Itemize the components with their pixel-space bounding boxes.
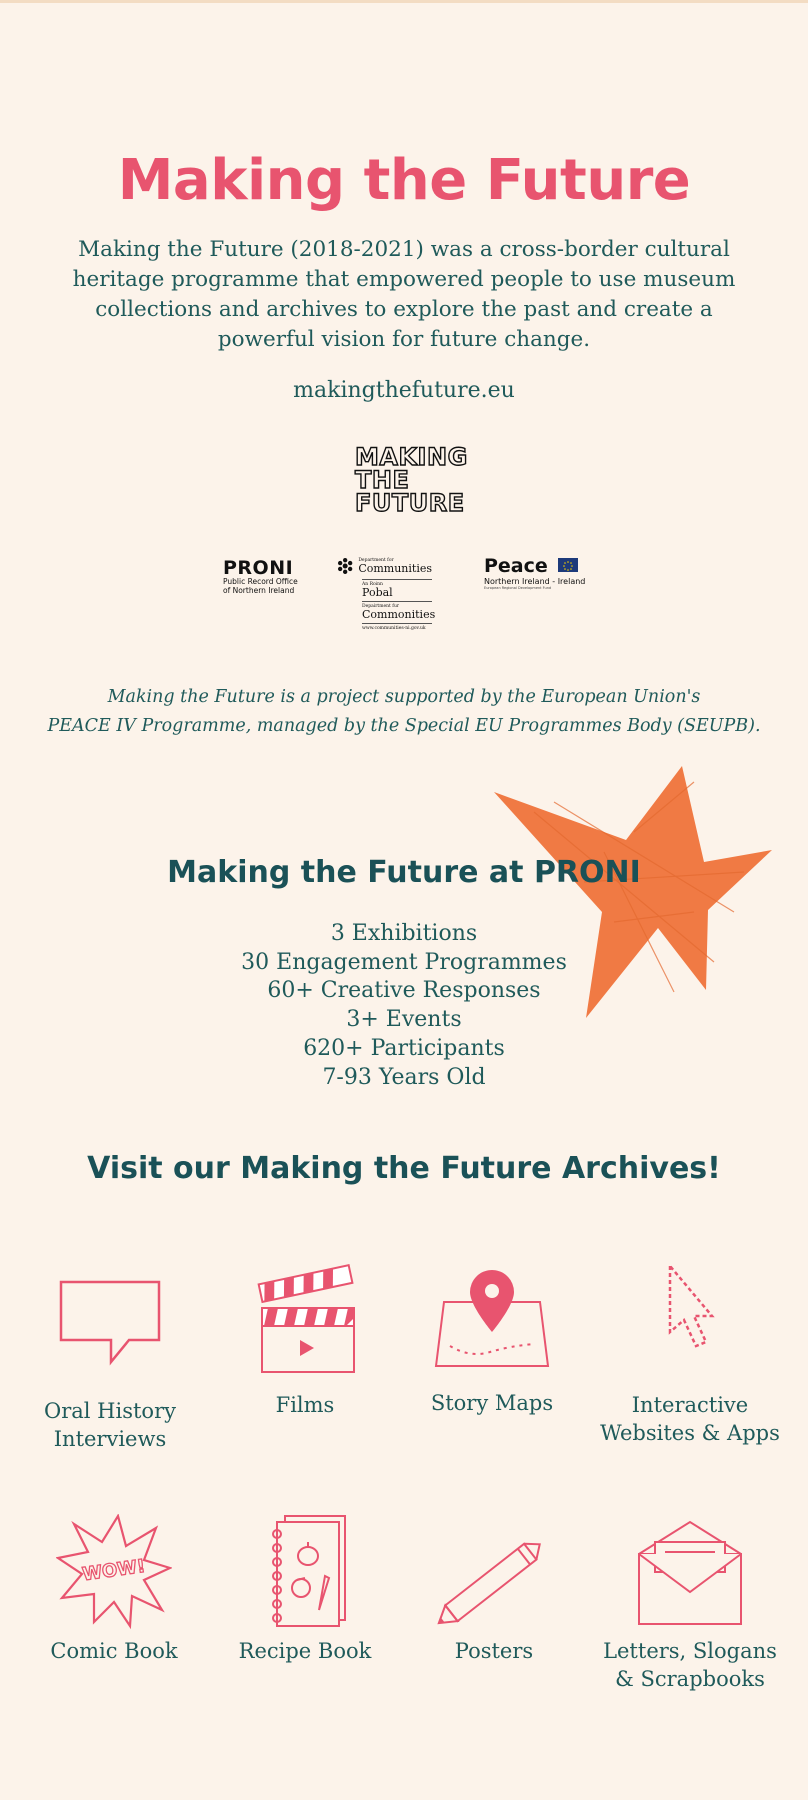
archive-item-label: Films	[275, 1393, 335, 1417]
department-for-communities-logo	[336, 555, 436, 631]
peace-logo-name: Peace	[484, 555, 548, 577]
map-pin-icon	[430, 1262, 554, 1376]
divider	[362, 601, 432, 602]
archive-item-label: Comic Book	[50, 1639, 178, 1663]
peace-logo-fund: European Regional Development Fund	[484, 586, 552, 590]
proni-logo-name: PRONI	[223, 557, 294, 579]
dfc-name: Pobal	[362, 586, 393, 599]
stat-item: 3+ Events	[346, 1007, 462, 1033]
dfc-tiny-text: An Roinn	[362, 582, 383, 587]
stat-item: 620+ Participants	[303, 1035, 505, 1061]
comic-burst-text: WOW!	[81, 1555, 147, 1586]
stat-item: 7-93 Years Old	[322, 1064, 486, 1090]
archives-heading: Visit our Making the Future Archives!	[87, 1151, 721, 1186]
archive-item-interactive[interactable]	[590, 1262, 790, 1447]
funding-statement-line: PEACE IV Programme, managed by the Special EU Programmes Body (SEUPB).	[47, 716, 761, 736]
peace-logo-subtitle: Northern Ireland - Ireland	[484, 577, 586, 586]
archive-item-story-maps[interactable]	[392, 1262, 592, 1418]
proni-logo-line: of Northern Ireland	[223, 585, 295, 595]
stat-item: 60+ Creative Responses	[267, 978, 541, 1004]
dfc-url: www.communities-ni.gov.uk	[362, 626, 426, 631]
archive-item-label: Story Maps	[430, 1391, 554, 1415]
archive-item-label: Websites & Apps	[600, 1420, 780, 1445]
archive-item-oral-history[interactable]	[10, 1270, 210, 1453]
cursor-icon	[640, 1262, 740, 1370]
dfc-name: Communities	[358, 561, 432, 575]
divider	[362, 623, 432, 624]
eu-flag-icon	[558, 558, 578, 572]
proni-logo	[223, 558, 298, 595]
dfc-tiny-text: Department for	[358, 557, 394, 563]
dfc-tiny-text: Depairtment fur	[362, 604, 400, 609]
speech-bubble-icon	[55, 1270, 165, 1370]
funding-statement-line: Making the Future is a project supported by the European Union's	[107, 687, 701, 707]
envelope-icon	[635, 1518, 745, 1628]
archive-item-label: Posters	[454, 1639, 534, 1663]
archive-item-films[interactable]	[205, 1260, 405, 1420]
page-title: Making the Future	[117, 148, 691, 213]
proni-section-heading: Making the Future at PRONI	[167, 855, 641, 890]
comic-burst-icon	[56, 1514, 172, 1630]
stat-item: 3 Exhibitions	[330, 921, 478, 946]
stats-list	[0, 920, 808, 1092]
archive-item-label: Oral History	[44, 1399, 176, 1423]
archive-item-posters[interactable]	[394, 1530, 594, 1666]
proni-logo-line: Public Record Office	[223, 577, 298, 586]
funding-statement	[40, 683, 768, 741]
logo-line: MAKING	[355, 443, 468, 471]
logo-line: THE	[355, 466, 410, 494]
archive-item-comic-book[interactable]	[14, 1514, 214, 1666]
making-the-future-logo	[355, 443, 475, 517]
top-border	[0, 0, 808, 3]
flower-emblem-icon	[336, 555, 354, 577]
archive-item-label: Letters, Slogans	[603, 1639, 777, 1663]
archive-item-label: & Scrapbooks	[615, 1666, 765, 1691]
recipe-book-icon	[255, 1514, 355, 1630]
archive-item-recipe-book[interactable]	[205, 1514, 405, 1666]
clapperboard-icon	[250, 1260, 360, 1376]
intro-paragraph: Making the Future (2018-2021) was a cross-border cultural heritage programme that empowered people to use museum collections and archives to explore the past and create a powerful vision for future change.	[72, 237, 736, 352]
stat-item: 30 Engagement Programmes	[241, 949, 567, 975]
archive-item-label: Recipe Book	[238, 1639, 372, 1663]
archive-item-label: Interactive	[631, 1393, 749, 1417]
dfc-name: Commonities	[362, 608, 436, 621]
website-link[interactable]: makingthefuture.eu	[293, 378, 515, 403]
logo-line: FUTURE	[355, 489, 465, 517]
archive-item-letters[interactable]	[590, 1518, 790, 1693]
pencil-icon	[432, 1530, 556, 1630]
archive-item-label: Interviews	[53, 1426, 167, 1451]
divider	[362, 579, 432, 580]
